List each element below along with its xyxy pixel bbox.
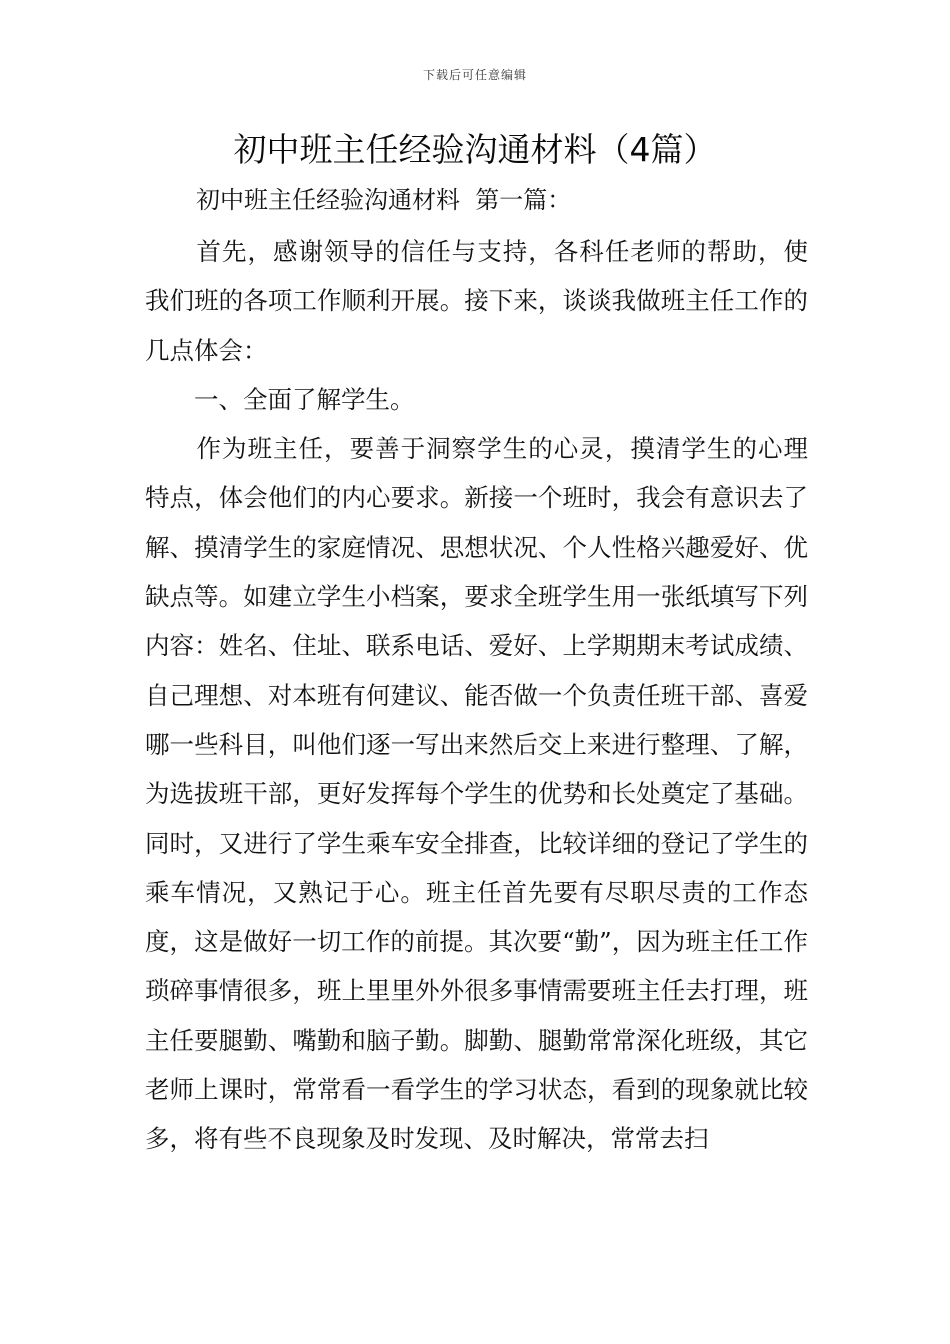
- paragraph-intro: 首先，感谢领导的信任与支持，各科任老师的帮助，使我们班的各项工作顺利开展。接下来，谈谈我做班主任工作的几点体会：: [145, 237, 808, 365]
- section-heading-1: 一、全面了解学生。: [194, 384, 415, 414]
- document-body: [145, 227, 808, 1164]
- header-note: 下载后可任意编辑: [422, 68, 527, 82]
- document-title: 初中班主任经验沟通材料（4篇）: [233, 130, 717, 169]
- paragraph-understand-students: 作为班主任，要善于洞察学生的心灵，摸清学生的心理特点，体会他们的内心要求。新接一个班时，我会有意识去了解、摸清学生的家庭情况、思想状况、个人性格兴趣爱好、优缺点等。如建立学生小档案，要求全班学生用一张纸填写下列内容：姓名、住址、联系电话、爱好、上学期期末考试成绩、自己理想、对本班有何建议、能否做一个负责任班干部、喜爱哪一些科目，叫他们逐一写出来然后交上来进行整理、了解，为选拔班干部，更好发挥每个学生的优势和长处奠定了基础。同时，又进行了学生乘车安全排查，比较详细的登记了学生的乘车情况，又熟记于心。班主任首先要有尽职尽责的工作态度，这是做好一切工作的前提。其次要“勤”，因为班主任工作琐碎事情很多，班上里里外外很多事情需要班主任去打理，班主任要腿勤、嘴勤和脑子勤。脚勤、腿勤常常深化班级，其它老师上课时，常常看一看学生的学习状态，看到的现象就比较多，将有些不良现象及时发现、及时解决，常常去扫: [145, 434, 808, 1154]
- section-subtitle: 初中班主任经验沟通材料 第一篇：: [196, 186, 572, 214]
